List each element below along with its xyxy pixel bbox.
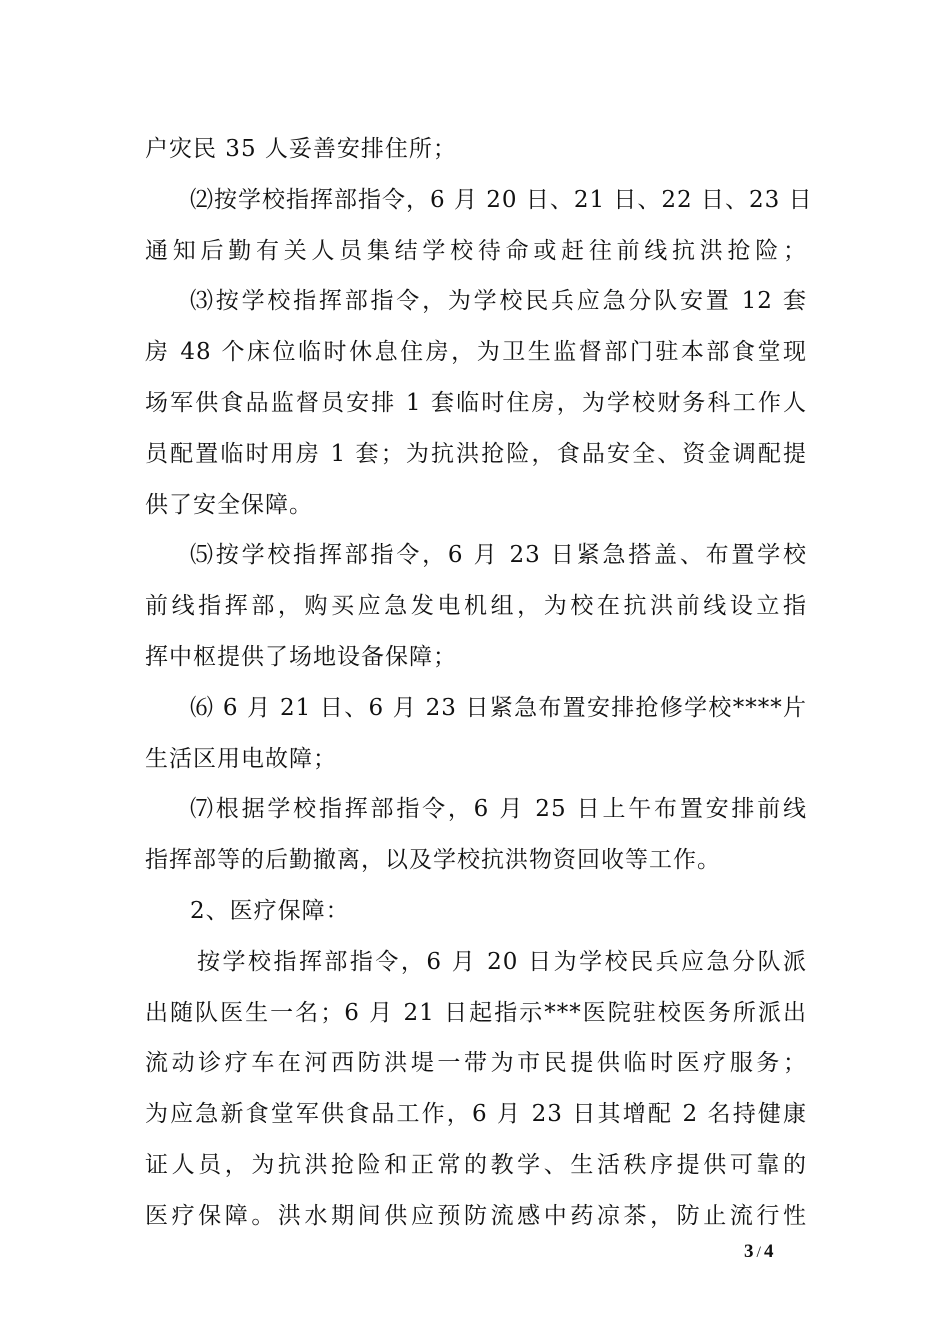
text-line: 员配置临时用房 1 套；为抗洪抢险，食品安全、资金调配提: [145, 440, 807, 467]
text-line: 证人员，为抗洪抢险和正常的教学、生活秩序提供可靠的: [145, 1151, 807, 1178]
text-line: 供了安全保障。: [145, 491, 313, 518]
text-line: 医疗保障。洪水期间供应预防流感中药凉茶，防止流行性: [145, 1202, 807, 1229]
text-line: 通知后勤有关人员集结学校待命或赶往前线抗洪抢险；: [145, 237, 807, 264]
page-separator: /: [756, 1244, 761, 1261]
text-line: 前线指挥部，购买应急发电机组，为校在抗洪前线设立指: [145, 593, 807, 620]
text-line: ⑺根据学校指挥部指令，6 月 25 日上午布置安排前线: [190, 796, 807, 823]
text-line: 为应急新食堂军供食品工作，6 月 23 日其增配 2 名持健康: [145, 1101, 807, 1128]
page-total: 4: [763, 1241, 774, 1262]
page-current: 3: [744, 1241, 754, 1262]
text-line: ⑶按学校指挥部指令，为学校民兵应急分队安置 12 套: [190, 288, 807, 315]
text-line: 按学校指挥部指令，6 月 20 日为学校民兵应急分队派: [197, 948, 807, 975]
text-line: 流动诊疗车在河西防洪堤一带为市民提供临时医疗服务；: [145, 1050, 807, 1077]
text-line: 挥中枢提供了场地设备保障；: [145, 643, 457, 670]
body-text: [145, 124, 813, 1242]
text-line: ⑵按学校指挥部指令，6 月 20 日、21 日、22 日、23 日: [190, 186, 813, 213]
text-line: ⑸按学校指挥部指令，6 月 23 日紧急搭盖、布置学校: [190, 542, 807, 569]
text-line: 出随队医生一名；6 月 21 日起指示***医院驻校医务所派出: [145, 999, 807, 1026]
text-line: 场军供食品监督员安排 1 套临时住房，为学校财务科工作人: [145, 389, 807, 416]
text-line: 生活区用电故障；: [145, 745, 337, 772]
text-line: 指挥部等的后勤撤离，以及学校抗洪物资回收等工作。: [145, 847, 721, 874]
page-number: [744, 1240, 773, 1265]
text-line: 户灾民 35 人妥善安排住所；: [145, 136, 457, 162]
text-line: ⑹ 6 月 21 日、6 月 23 日紧急布置安排抢修学校****片: [190, 694, 807, 721]
section-heading: 2、医疗保障：: [190, 897, 350, 924]
text-line: 房 48 个床位临时休息住房，为卫生监督部门驻本部食堂现: [145, 339, 807, 366]
